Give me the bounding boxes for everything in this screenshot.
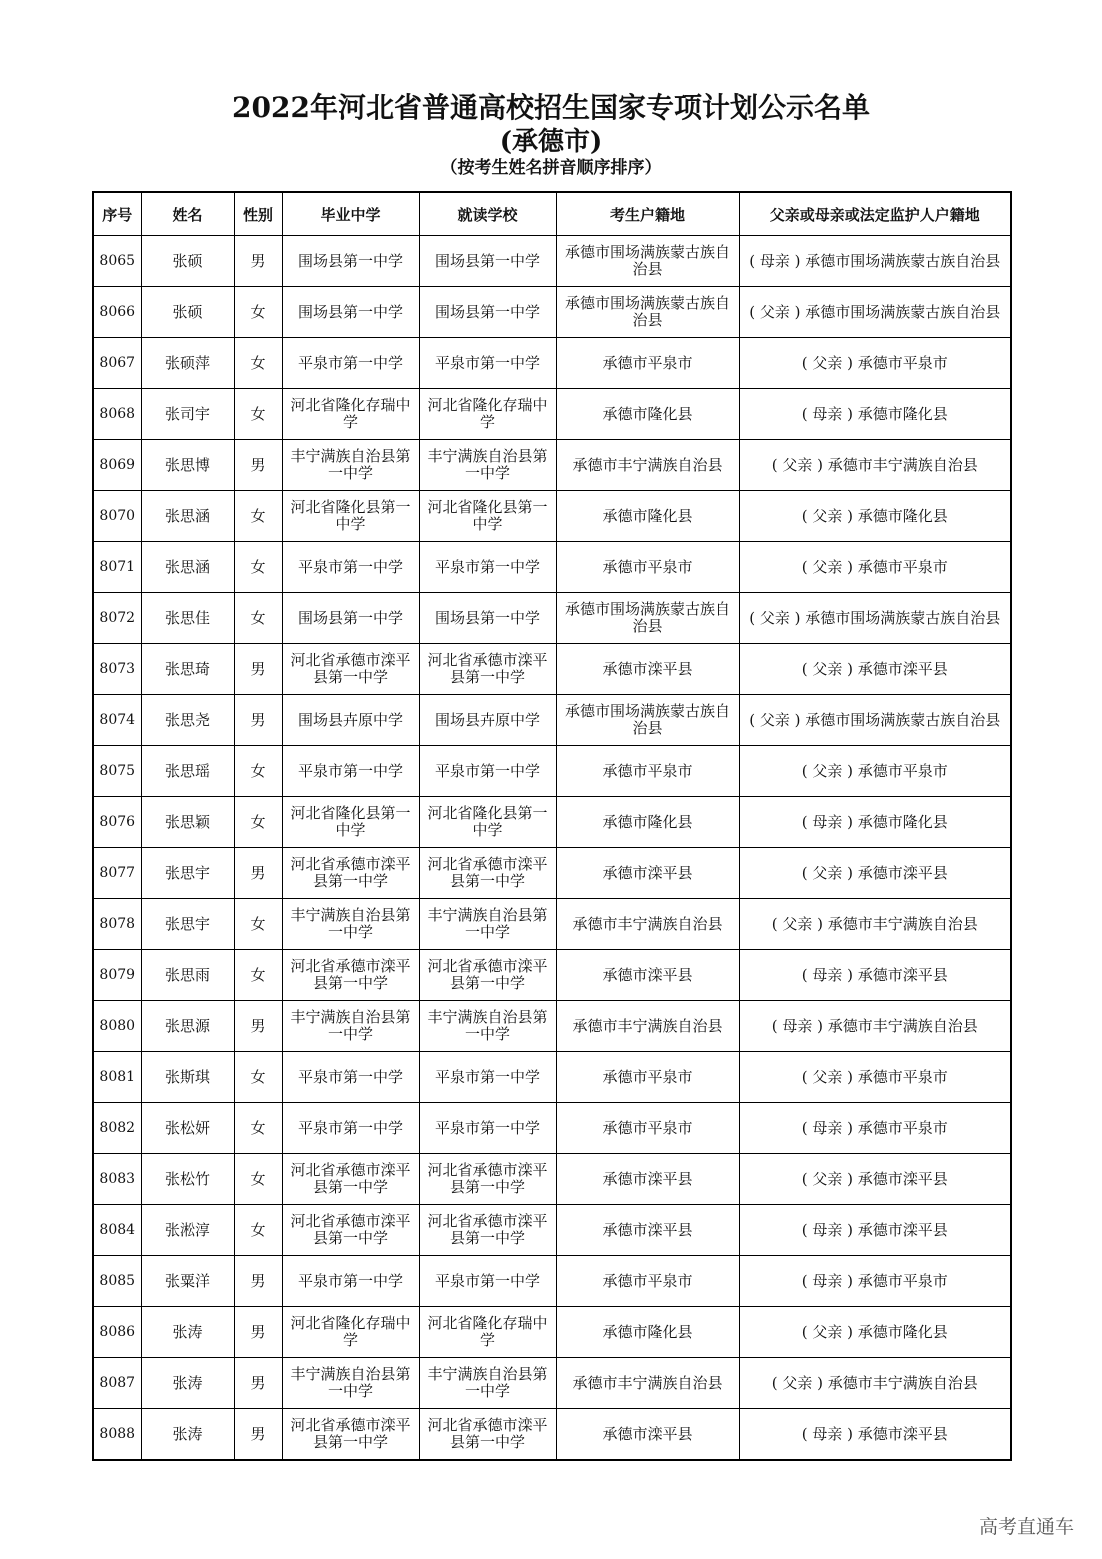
current-school-cell: 丰宁满族自治县第一中学 (419, 1001, 556, 1052)
current-school-cell: 围场县第一中学 (419, 287, 556, 338)
student-domicile-cell: 承德市滦平县 (556, 848, 739, 899)
name-cell: 张思宇 (141, 899, 234, 950)
graduated-school-cell: 河北省承德市滦平县第一中学 (282, 644, 419, 695)
gender-cell: 女 (234, 389, 282, 440)
gender-cell: 女 (234, 1205, 282, 1256)
student-domicile-cell: 承德市滦平县 (556, 1154, 739, 1205)
gender-cell: 男 (234, 1358, 282, 1409)
graduated-school-cell: 平泉市第一中学 (282, 338, 419, 389)
col-guardian-domicile-header: 父亲或母亲或法定监护人户籍地 (739, 192, 1011, 236)
guardian-domicile-cell: ( 母亲 ) 承德市围场满族蒙古族自治县 (739, 236, 1011, 287)
name-cell: 张思博 (141, 440, 234, 491)
current-school-cell: 河北省承德市滦平县第一中学 (419, 1205, 556, 1256)
seq-cell: 8071 (93, 542, 141, 593)
guardian-domicile-cell: ( 母亲 ) 承德市隆化县 (739, 389, 1011, 440)
graduated-school-cell: 河北省承德市滦平县第一中学 (282, 848, 419, 899)
table-row (93, 1205, 1011, 1256)
graduated-school-cell: 平泉市第一中学 (282, 746, 419, 797)
name-cell: 张思琦 (141, 644, 234, 695)
graduated-school-cell: 平泉市第一中学 (282, 542, 419, 593)
gender-cell: 男 (234, 848, 282, 899)
name-cell: 张淞淳 (141, 1205, 234, 1256)
table-row (93, 491, 1011, 542)
table-row (93, 1001, 1011, 1052)
graduated-school-cell: 丰宁满族自治县第一中学 (282, 440, 419, 491)
col-student-domicile-header: 考生户籍地 (556, 192, 739, 236)
name-cell: 张硕 (141, 287, 234, 338)
student-domicile-cell: 承德市滦平县 (556, 1409, 739, 1461)
guardian-domicile-cell: ( 父亲 ) 承德市平泉市 (739, 338, 1011, 389)
guardian-domicile-cell: ( 父亲 ) 承德市滦平县 (739, 1154, 1011, 1205)
gender-cell: 女 (234, 287, 282, 338)
seq-cell: 8079 (93, 950, 141, 1001)
table-row (93, 440, 1011, 491)
name-cell: 张硕 (141, 236, 234, 287)
gender-cell: 女 (234, 491, 282, 542)
name-cell: 张思涵 (141, 542, 234, 593)
student-domicile-cell: 承德市丰宁满族自治县 (556, 440, 739, 491)
guardian-domicile-cell: ( 父亲 ) 承德市隆化县 (739, 491, 1011, 542)
col-seq-header: 序号 (93, 192, 141, 236)
seq-cell: 8073 (93, 644, 141, 695)
graduated-school-cell: 平泉市第一中学 (282, 1256, 419, 1307)
student-domicile-cell: 承德市丰宁满族自治县 (556, 1358, 739, 1409)
table-header-row (93, 192, 1011, 236)
guardian-domicile-cell: ( 父亲 ) 承德市围场满族蒙古族自治县 (739, 695, 1011, 746)
seq-cell: 8077 (93, 848, 141, 899)
current-school-cell: 围场县第一中学 (419, 593, 556, 644)
seq-cell: 8076 (93, 797, 141, 848)
table-row (93, 287, 1011, 338)
guardian-domicile-cell: ( 父亲 ) 承德市平泉市 (739, 542, 1011, 593)
seq-cell: 8065 (93, 236, 141, 287)
table-row (93, 1052, 1011, 1103)
graduated-school-cell: 河北省隆化存瑞中学 (282, 389, 419, 440)
name-cell: 张思佳 (141, 593, 234, 644)
seq-cell: 8088 (93, 1409, 141, 1461)
student-domicile-cell: 承德市平泉市 (556, 1256, 739, 1307)
graduated-school-cell: 围场县第一中学 (282, 593, 419, 644)
current-school-cell: 河北省隆化县第一中学 (419, 491, 556, 542)
col-graduated-school-header: 毕业中学 (282, 192, 419, 236)
name-cell: 张涛 (141, 1307, 234, 1358)
table-row (93, 236, 1011, 287)
current-school-cell: 河北省承德市滦平县第一中学 (419, 1409, 556, 1461)
current-school-cell: 河北省承德市滦平县第一中学 (419, 848, 556, 899)
guardian-domicile-cell: ( 母亲 ) 承德市滦平县 (739, 950, 1011, 1001)
student-domicile-cell: 承德市平泉市 (556, 338, 739, 389)
name-cell: 张粟洋 (141, 1256, 234, 1307)
gender-cell: 女 (234, 1103, 282, 1154)
current-school-cell: 河北省隆化存瑞中学 (419, 389, 556, 440)
seq-cell: 8084 (93, 1205, 141, 1256)
student-domicile-cell: 承德市滦平县 (556, 1205, 739, 1256)
graduated-school-cell: 平泉市第一中学 (282, 1103, 419, 1154)
table-row (93, 899, 1011, 950)
table-row (93, 593, 1011, 644)
current-school-cell: 河北省承德市滦平县第一中学 (419, 1154, 556, 1205)
seq-cell: 8082 (93, 1103, 141, 1154)
table-row (93, 1307, 1011, 1358)
student-domicile-cell: 承德市丰宁满族自治县 (556, 899, 739, 950)
table-row (93, 338, 1011, 389)
name-cell: 张涛 (141, 1358, 234, 1409)
seq-cell: 8081 (93, 1052, 141, 1103)
gender-cell: 女 (234, 797, 282, 848)
current-school-cell: 河北省承德市滦平县第一中学 (419, 950, 556, 1001)
guardian-domicile-cell: ( 父亲 ) 承德市隆化县 (739, 1307, 1011, 1358)
graduated-school-cell: 河北省隆化县第一中学 (282, 797, 419, 848)
current-school-cell: 河北省隆化县第一中学 (419, 797, 556, 848)
seq-cell: 8072 (93, 593, 141, 644)
name-cell: 张思瑶 (141, 746, 234, 797)
name-cell: 张思宇 (141, 848, 234, 899)
student-domicile-cell: 承德市围场满族蒙古族自治县 (556, 593, 739, 644)
roster-table (92, 191, 1012, 1461)
guardian-domicile-cell: ( 父亲 ) 承德市丰宁满族自治县 (739, 1358, 1011, 1409)
current-school-cell: 平泉市第一中学 (419, 1256, 556, 1307)
student-domicile-cell: 承德市丰宁满族自治县 (556, 1001, 739, 1052)
seq-cell: 8069 (93, 440, 141, 491)
guardian-domicile-cell: ( 父亲 ) 承德市滦平县 (739, 848, 1011, 899)
graduated-school-cell: 河北省承德市滦平县第一中学 (282, 1205, 419, 1256)
graduated-school-cell: 丰宁满族自治县第一中学 (282, 899, 419, 950)
table-row (93, 1409, 1011, 1461)
graduated-school-cell: 河北省隆化存瑞中学 (282, 1307, 419, 1358)
name-cell: 张司宇 (141, 389, 234, 440)
gender-cell: 男 (234, 695, 282, 746)
guardian-domicile-cell: ( 父亲 ) 承德市平泉市 (739, 746, 1011, 797)
name-cell: 张涛 (141, 1409, 234, 1461)
table-row (93, 950, 1011, 1001)
table-row (93, 389, 1011, 440)
current-school-cell: 丰宁满族自治县第一中学 (419, 440, 556, 491)
gender-cell: 女 (234, 593, 282, 644)
gender-cell: 男 (234, 644, 282, 695)
table-body (93, 236, 1011, 1461)
seq-cell: 8085 (93, 1256, 141, 1307)
current-school-cell: 围场县卉原中学 (419, 695, 556, 746)
name-cell: 张松妍 (141, 1103, 234, 1154)
table-row (93, 1154, 1011, 1205)
graduated-school-cell: 河北省承德市滦平县第一中学 (282, 1154, 419, 1205)
gender-cell: 女 (234, 1052, 282, 1103)
current-school-cell: 河北省隆化存瑞中学 (419, 1307, 556, 1358)
name-cell: 张思尧 (141, 695, 234, 746)
seq-cell: 8087 (93, 1358, 141, 1409)
graduated-school-cell: 围场县卉原中学 (282, 695, 419, 746)
seq-cell: 8080 (93, 1001, 141, 1052)
current-school-cell: 平泉市第一中学 (419, 1052, 556, 1103)
sort-note: （按考生姓名拼音顺序排序） (440, 158, 662, 178)
guardian-domicile-cell: ( 母亲 ) 承德市隆化县 (739, 797, 1011, 848)
current-school-cell: 平泉市第一中学 (419, 746, 556, 797)
seq-cell: 8086 (93, 1307, 141, 1358)
graduated-school-cell: 河北省隆化县第一中学 (282, 491, 419, 542)
student-domicile-cell: 承德市滦平县 (556, 950, 739, 1001)
table-row (93, 695, 1011, 746)
name-cell: 张思颖 (141, 797, 234, 848)
table-row (93, 848, 1011, 899)
seq-cell: 8078 (93, 899, 141, 950)
seq-cell: 8068 (93, 389, 141, 440)
seq-cell: 8070 (93, 491, 141, 542)
student-domicile-cell: 承德市平泉市 (556, 1052, 739, 1103)
student-domicile-cell: 承德市围场满族蒙古族自治县 (556, 287, 739, 338)
col-current-school-header: 就读学校 (419, 192, 556, 236)
graduated-school-cell: 围场县第一中学 (282, 236, 419, 287)
student-domicile-cell: 承德市平泉市 (556, 542, 739, 593)
student-domicile-cell: 承德市隆化县 (556, 1307, 739, 1358)
seq-cell: 8066 (93, 287, 141, 338)
watermark: 高考直通车 (978, 1516, 1074, 1538)
name-cell: 张思涵 (141, 491, 234, 542)
table-row (93, 644, 1011, 695)
seq-cell: 8074 (93, 695, 141, 746)
name-cell: 张硕萍 (141, 338, 234, 389)
gender-cell: 男 (234, 1307, 282, 1358)
current-school-cell: 围场县第一中学 (419, 236, 556, 287)
guardian-domicile-cell: ( 父亲 ) 承德市围场满族蒙古族自治县 (739, 287, 1011, 338)
guardian-domicile-cell: ( 母亲 ) 承德市平泉市 (739, 1256, 1011, 1307)
table-row (93, 1358, 1011, 1409)
student-domicile-cell: 承德市隆化县 (556, 797, 739, 848)
gender-cell: 男 (234, 440, 282, 491)
graduated-school-cell: 平泉市第一中学 (282, 1052, 419, 1103)
gender-cell: 女 (234, 338, 282, 389)
gender-cell: 男 (234, 1001, 282, 1052)
gender-cell: 男 (234, 1256, 282, 1307)
table-row (93, 746, 1011, 797)
student-domicile-cell: 承德市平泉市 (556, 746, 739, 797)
gender-cell: 男 (234, 1409, 282, 1461)
graduated-school-cell: 围场县第一中学 (282, 287, 419, 338)
table-row (93, 542, 1011, 593)
table-row (93, 1103, 1011, 1154)
graduated-school-cell: 丰宁满族自治县第一中学 (282, 1358, 419, 1409)
guardian-domicile-cell: ( 父亲 ) 承德市滦平县 (739, 644, 1011, 695)
graduated-school-cell: 河北省承德市滦平县第一中学 (282, 950, 419, 1001)
student-domicile-cell: 承德市隆化县 (556, 491, 739, 542)
gender-cell: 男 (234, 236, 282, 287)
seq-cell: 8075 (93, 746, 141, 797)
table-row (93, 1256, 1011, 1307)
col-name-header: 姓名 (141, 192, 234, 236)
current-school-cell: 平泉市第一中学 (419, 338, 556, 389)
guardian-domicile-cell: ( 母亲 ) 承德市滦平县 (739, 1205, 1011, 1256)
guardian-domicile-cell: ( 母亲 ) 承德市滦平县 (739, 1409, 1011, 1461)
current-school-cell: 河北省承德市滦平县第一中学 (419, 644, 556, 695)
gender-cell: 女 (234, 746, 282, 797)
guardian-domicile-cell: ( 父亲 ) 承德市平泉市 (739, 1052, 1011, 1103)
current-school-cell: 丰宁满族自治县第一中学 (419, 1358, 556, 1409)
gender-cell: 女 (234, 950, 282, 1001)
student-domicile-cell: 承德市平泉市 (556, 1103, 739, 1154)
city-subtitle: (承德市) (499, 127, 603, 157)
gender-cell: 女 (234, 542, 282, 593)
page-title: 2022年河北省普通高校招生国家专项计划公示名单 (232, 91, 870, 124)
guardian-domicile-cell: ( 父亲 ) 承德市围场满族蒙古族自治县 (739, 593, 1011, 644)
guardian-domicile-cell: ( 父亲 ) 承德市丰宁满族自治县 (739, 899, 1011, 950)
student-domicile-cell: 承德市围场满族蒙古族自治县 (556, 236, 739, 287)
current-school-cell: 平泉市第一中学 (419, 1103, 556, 1154)
current-school-cell: 丰宁满族自治县第一中学 (419, 899, 556, 950)
gender-cell: 女 (234, 899, 282, 950)
student-domicile-cell: 承德市隆化县 (556, 389, 739, 440)
col-gender-header: 性别 (234, 192, 282, 236)
gender-cell: 女 (234, 1154, 282, 1205)
name-cell: 张思源 (141, 1001, 234, 1052)
table-row (93, 797, 1011, 848)
student-domicile-cell: 承德市围场满族蒙古族自治县 (556, 695, 739, 746)
name-cell: 张思雨 (141, 950, 234, 1001)
guardian-domicile-cell: ( 父亲 ) 承德市丰宁满族自治县 (739, 440, 1011, 491)
current-school-cell: 平泉市第一中学 (419, 542, 556, 593)
graduated-school-cell: 河北省承德市滦平县第一中学 (282, 1409, 419, 1461)
guardian-domicile-cell: ( 母亲 ) 承德市丰宁满族自治县 (739, 1001, 1011, 1052)
seq-cell: 8067 (93, 338, 141, 389)
name-cell: 张斯琪 (141, 1052, 234, 1103)
seq-cell: 8083 (93, 1154, 141, 1205)
name-cell: 张松竹 (141, 1154, 234, 1205)
student-domicile-cell: 承德市滦平县 (556, 644, 739, 695)
guardian-domicile-cell: ( 母亲 ) 承德市平泉市 (739, 1103, 1011, 1154)
graduated-school-cell: 丰宁满族自治县第一中学 (282, 1001, 419, 1052)
